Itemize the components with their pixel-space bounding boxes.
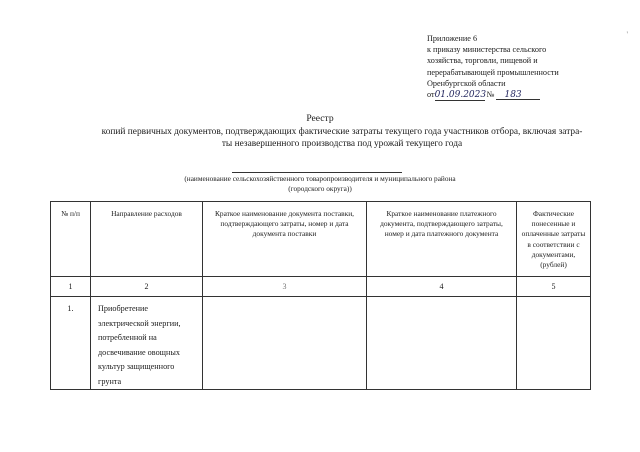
producer-caption [160,174,480,194]
row-direction: Приобретение электрической энергии, потребленной на досвечивание овощных культур защищенного грунта [91,297,203,390]
caption-line-2: (городского округа)) [288,184,352,193]
name-underline [232,172,402,173]
caption-line-1: (наименование сельскохозяйственного товаропроизводителя и муниципального района [184,174,456,183]
row-number: 1. [51,297,91,390]
table-row [51,297,591,390]
register-table [50,201,591,390]
order-number: 183 [496,90,540,100]
appendix-line-5: Оренбургской области [427,78,506,88]
header-row [51,202,591,277]
header-number: № п/п [51,202,91,277]
corner-mark: ' [626,30,628,39]
header-payment-doc: Краткое наименование платежного документа, подтверждающего затраты, номер и дата платежного документа [367,202,517,277]
column-number: 3 [203,277,367,297]
header-supply-doc: Краткое наименование документа поставки, подтверждающего затраты, номер и дата документа поставки [203,202,367,277]
page-title: Реестр [306,113,334,124]
appendix-line-4: перерабатывающей промышленности [427,67,559,77]
order-date: 01.09.2023 [434,90,487,101]
number-sign: № [486,90,495,100]
header-direction: Направление расходов [91,202,203,277]
row-amount [517,297,591,390]
appendix-line-2: к приказу министерства сельского [427,45,547,55]
column-number: 1 [51,277,91,297]
page-subtitle [62,126,622,150]
appendix-line-3: хозяйства, торговли, пищевой и [427,56,538,66]
column-number: 5 [517,277,591,297]
subtitle-line-2: ты незавершенного производства под урожай текущего года [221,139,463,149]
appendix-line-1: Приложение 6 [427,34,478,43]
column-number: 2 [91,277,203,297]
appendix-date-line [427,89,559,101]
row-payment-doc [367,297,517,390]
subtitle-line-1: копий первичных документов, подтверждающих фактические затраты текущего года участников отбора, включая затра- [101,127,583,137]
column-number: 4 [367,277,517,297]
row-supply-doc [203,297,367,390]
header-amount: Фактические понесенные и оплаченные затраты в соответствии с документами, (рублей) [517,202,591,277]
column-number-row [51,277,591,297]
appendix-from-label: от [427,90,435,100]
appendix-block [427,33,559,101]
